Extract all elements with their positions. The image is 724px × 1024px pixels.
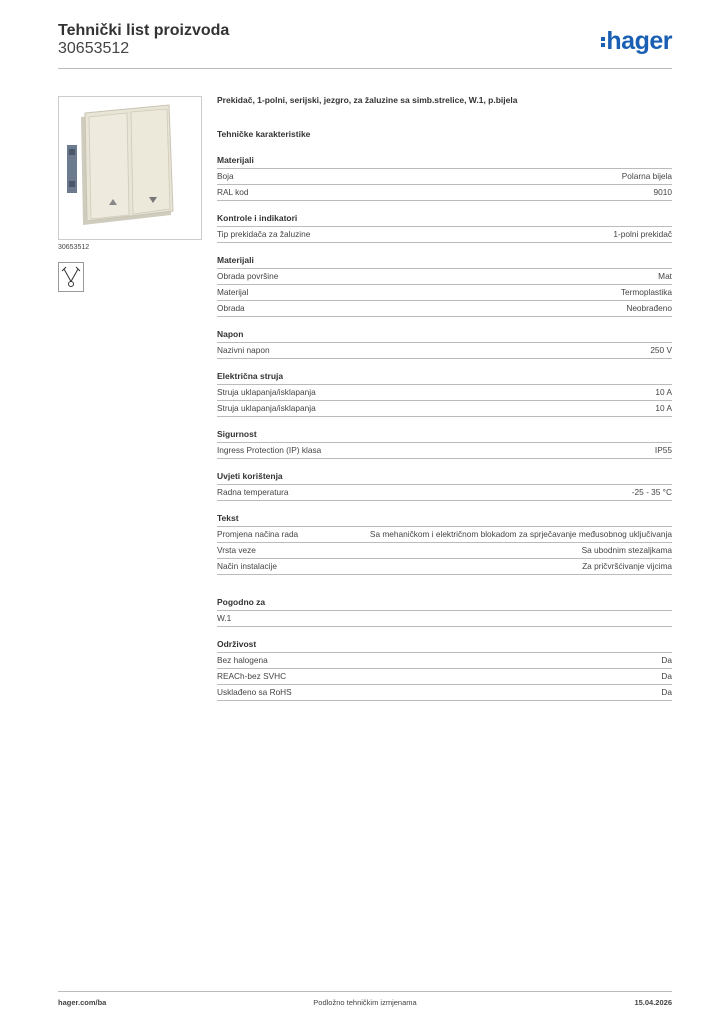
section-title: Materijali bbox=[217, 155, 672, 169]
spec-section bbox=[217, 639, 672, 701]
spec-key: REACh-bez SVHC bbox=[217, 671, 287, 681]
spec-row bbox=[217, 685, 672, 701]
footer-date: 15.04.2026 bbox=[634, 998, 672, 1007]
spec-row bbox=[217, 543, 672, 559]
spec-row bbox=[217, 285, 672, 301]
spec-row bbox=[217, 343, 672, 359]
spec-value: Za pričvršćivanje vijcima bbox=[582, 561, 672, 571]
spec-key: Vrsta veze bbox=[217, 545, 256, 555]
spec-value: Polarna bijela bbox=[621, 171, 672, 181]
technical-characteristics-heading: Tehničke karakteristike bbox=[217, 129, 311, 139]
product-description: Prekidač, 1-polni, serijski, jezgro, za žaluzine sa simb.strelice, W.1, p.bijela bbox=[217, 95, 518, 105]
hager-logo: hager bbox=[601, 27, 672, 56]
spec-section bbox=[217, 213, 672, 243]
spec-key: Nazivni napon bbox=[217, 345, 270, 355]
spec-key: RAL kod bbox=[217, 187, 249, 197]
section-title: Uvjeti korištenja bbox=[217, 471, 672, 485]
spec-key: Bez halogena bbox=[217, 655, 268, 665]
spec-row bbox=[217, 269, 672, 285]
spec-section bbox=[217, 329, 672, 359]
product-details bbox=[217, 95, 672, 701]
spec-row bbox=[217, 559, 672, 575]
spec-section bbox=[217, 429, 672, 459]
spec-value: Da bbox=[661, 687, 672, 697]
spec-key: Boja bbox=[217, 171, 234, 181]
spec-key: Ingress Protection (IP) klasa bbox=[217, 445, 322, 455]
product-image bbox=[58, 96, 202, 240]
page-footer bbox=[58, 991, 672, 1012]
document-number: 30653512 bbox=[58, 40, 130, 57]
spec-row bbox=[217, 169, 672, 185]
spec-key: Radna temperatura bbox=[217, 487, 289, 497]
section-title: Električna struja bbox=[217, 371, 672, 385]
document-title: Tehnički list proizvoda bbox=[58, 22, 230, 39]
section-title: Kontrole i indikatori bbox=[217, 213, 672, 227]
switch-image bbox=[59, 97, 201, 239]
section-title: Sigurnost bbox=[217, 429, 672, 443]
spec-value: Da bbox=[661, 671, 672, 681]
installation-symbol bbox=[58, 262, 84, 292]
spec-row bbox=[217, 401, 672, 417]
spec-row bbox=[217, 669, 672, 685]
footer-disclaimer: Podložno tehničkim izmjenama bbox=[313, 998, 417, 1007]
spec-value: Sa mehaničkom i električnom blokadom za sprječavanje međusobnog uključivanja bbox=[369, 529, 672, 539]
spec-section bbox=[217, 155, 672, 201]
spec-key: Struja uklapanja/isklapanja bbox=[217, 403, 316, 413]
spec-value: 1-polni prekidač bbox=[613, 229, 672, 239]
spec-section bbox=[217, 371, 672, 417]
section-title: Održivost bbox=[217, 639, 672, 653]
spec-row bbox=[217, 385, 672, 401]
spec-row bbox=[217, 611, 672, 627]
spec-row bbox=[217, 443, 672, 459]
spec-key: Obrada površine bbox=[217, 271, 279, 281]
section-title: Pogodno za bbox=[217, 597, 672, 611]
spec-value: Mat bbox=[658, 271, 672, 281]
spec-value: Termoplastika bbox=[620, 287, 672, 297]
spec-value: Neobrađeno bbox=[626, 303, 672, 313]
spec-value: Sa ubodnim stezaljkama bbox=[581, 545, 672, 555]
section-title: Materijali bbox=[217, 255, 672, 269]
spec-section bbox=[217, 471, 672, 501]
spec-value: 250 V bbox=[650, 345, 672, 355]
spec-row bbox=[217, 527, 672, 543]
page-header bbox=[58, 20, 672, 69]
spec-key: Struja uklapanja/isklapanja bbox=[217, 387, 316, 397]
spec-row bbox=[217, 485, 672, 501]
logo-colon-icon bbox=[601, 35, 605, 49]
spec-section bbox=[217, 513, 672, 575]
spec-row bbox=[217, 653, 672, 669]
spec-value: 10 A bbox=[655, 387, 672, 397]
spec-section bbox=[217, 255, 672, 317]
section-title: Tekst bbox=[217, 513, 672, 527]
spec-key: Tip prekidača za žaluzine bbox=[217, 229, 311, 239]
spec-value: 9010 bbox=[653, 187, 672, 197]
image-caption: 30653512 bbox=[58, 244, 90, 251]
spec-row bbox=[217, 227, 672, 243]
spec-value: -25 - 35 °C bbox=[631, 487, 672, 497]
spec-key: Promjena načina rada bbox=[217, 529, 299, 539]
spec-key: Obrada bbox=[217, 303, 245, 313]
spec-key: W.1 bbox=[217, 613, 232, 623]
spec-row bbox=[217, 185, 672, 201]
spec-value: IP55 bbox=[654, 445, 672, 455]
spec-key: Način instalacije bbox=[217, 561, 277, 571]
switch-symbol-icon bbox=[59, 263, 83, 291]
spec-row bbox=[217, 301, 672, 317]
spec-value: 10 A bbox=[655, 403, 672, 413]
section-title: Napon bbox=[217, 329, 672, 343]
footer-website: hager.com/ba bbox=[58, 998, 107, 1007]
spec-sections bbox=[217, 155, 672, 701]
spec-section bbox=[217, 597, 672, 627]
spec-key: Usklađeno sa RoHS bbox=[217, 687, 292, 697]
spec-key: Materijal bbox=[217, 287, 249, 297]
spec-value: Da bbox=[661, 655, 672, 665]
